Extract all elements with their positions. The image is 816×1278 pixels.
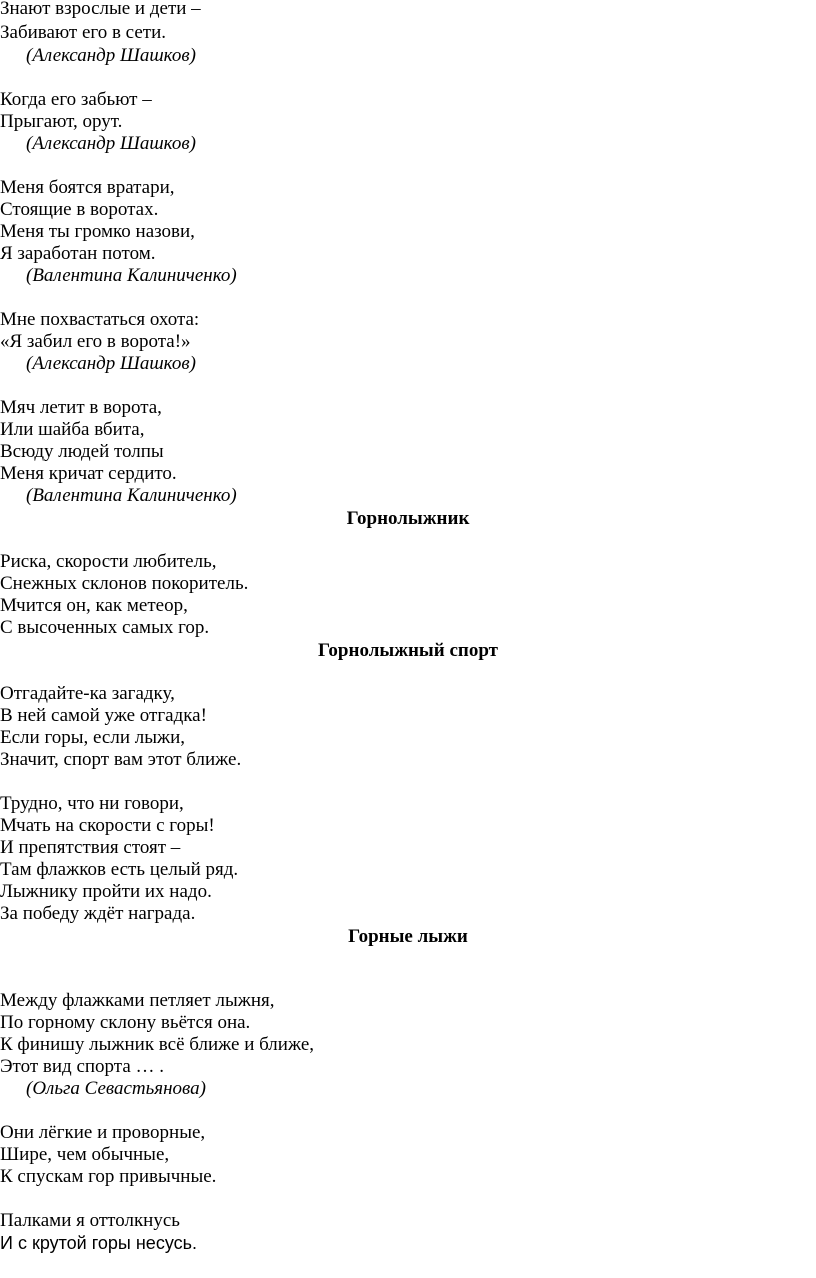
poem-author: (Александр Шашков) <box>26 353 196 374</box>
poem-line: Трудно, что ни говори, <box>0 793 184 814</box>
poem-line: Риска, скорости любитель, <box>0 551 217 572</box>
poem-line: И препятствия стоят – <box>0 837 181 858</box>
poem-line: Шире, чем обычные, <box>0 1144 170 1165</box>
poem-line: И с крутой горы несусь. <box>0 1233 197 1253</box>
poem-line: Этот вид спорта … . <box>0 1056 165 1077</box>
poem-line: Когда его забьют – <box>0 89 152 110</box>
poem-line: Меня ты громко назови, <box>0 221 195 242</box>
poem-line: Забивают его в сети. <box>0 22 166 43</box>
poem-author: (Валентина Калиниченко) <box>26 485 237 506</box>
poem-line: Знают взрослые и дети – <box>0 0 201 19</box>
poem-line: Меня кричат сердито. <box>0 463 177 484</box>
poem-line: Или шайба вбита, <box>0 419 145 440</box>
poem-line: Между флажками петляет лыжня, <box>0 990 275 1011</box>
poem-author: (Валентина Калиниченко) <box>26 265 237 286</box>
poem-line: Стоящие в воротах. <box>0 199 159 220</box>
poem-line: К спускам гор привычные. <box>0 1166 217 1187</box>
poem-line: С высоченных самых гор. <box>0 617 210 638</box>
poem-line: Меня боятся вратари, <box>0 177 175 198</box>
section-heading: Горнолыжный спорт <box>318 640 498 661</box>
section-heading: Горнолыжник <box>346 508 470 529</box>
poem-author: (Александр Шашков) <box>26 45 196 66</box>
poem-line: Снежных склонов покоритель. <box>0 573 249 594</box>
poem-line: Лыжнику пройти их надо. <box>0 881 212 902</box>
poem-author: (Александр Шашков) <box>26 133 196 154</box>
poem-line: Мчится он, как метеор, <box>0 595 188 616</box>
poem-line: Отгадайте-ка загадку, <box>0 683 175 704</box>
poem-line: К финишу лыжник всё ближе и ближе, <box>0 1034 315 1055</box>
poem-author: (Ольга Севастьянова) <box>26 1078 206 1099</box>
poem-line: В ней самой уже отгадка! <box>0 705 207 726</box>
poem-line: Мяч летит в ворота, <box>0 397 162 418</box>
poem-line: Всюду людей толпы <box>0 441 164 462</box>
poem-line: «Я забил его в ворота!» <box>0 331 191 352</box>
poem-line: Значит, спорт вам этот ближе. <box>0 749 242 770</box>
section-heading: Горные лыжи <box>348 926 468 947</box>
poem-line: Они лёгкие и проворные, <box>0 1122 206 1143</box>
poem-line: Я заработан потом. <box>0 243 156 264</box>
poem-line: Там флажков есть целый ряд. <box>0 859 239 880</box>
poem-line: Мчать на скорости с горы! <box>0 815 215 836</box>
poem-line: Если горы, если лыжи, <box>0 727 186 748</box>
poem-line: Прыгают, орут. <box>0 111 123 132</box>
poem-line: За победу ждёт награда. <box>0 903 196 924</box>
poem-line: По горному склону вьётся она. <box>0 1012 251 1033</box>
poem-line: Палками я оттолкнусь <box>0 1210 180 1231</box>
poem-line: Мне похвастаться охота: <box>0 309 200 330</box>
